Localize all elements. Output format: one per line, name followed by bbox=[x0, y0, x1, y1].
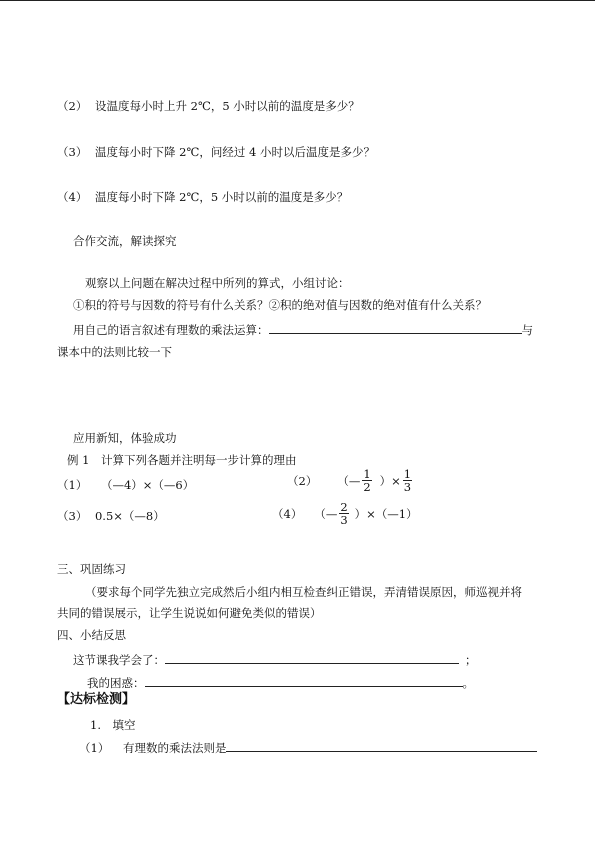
fraction-numerator: 2 bbox=[340, 500, 348, 514]
question-4 bbox=[57, 190, 348, 204]
item-expression-rest: ）×（—1） bbox=[354, 506, 418, 521]
item-expression: （—4）×（—6） bbox=[100, 478, 195, 492]
question-number: （4） bbox=[57, 190, 88, 204]
fraction-one-third bbox=[403, 468, 412, 493]
section-3-title: 三、巩固练习 bbox=[57, 562, 126, 576]
confusion-end: 。 bbox=[462, 676, 474, 690]
item-number: （4） bbox=[272, 506, 303, 521]
fraction-one-half bbox=[362, 468, 371, 493]
question-number: （1） bbox=[79, 741, 110, 755]
example-item-3 bbox=[57, 509, 165, 523]
question-text: 有理数的乘法法则是 bbox=[122, 741, 227, 755]
confusion-label: 我的困惑： bbox=[87, 676, 145, 690]
test-heading: 【达标检测】 bbox=[57, 692, 136, 707]
describe-line bbox=[73, 322, 533, 337]
example-1-title: 例 1 计算下列各题并注明每一步计算的理由 bbox=[67, 453, 297, 467]
confusion-blank[interactable] bbox=[145, 675, 463, 687]
example-item-2 bbox=[287, 468, 414, 493]
item-paren-open: （— bbox=[337, 473, 361, 488]
example-item-4 bbox=[272, 501, 418, 526]
fraction-numerator: 1 bbox=[363, 467, 371, 481]
question-number: （2） bbox=[57, 99, 88, 113]
apply-heading: 应用新知，体验成功 bbox=[73, 431, 177, 445]
fraction-denominator: 3 bbox=[403, 480, 412, 494]
describe-tail: 与 bbox=[521, 323, 533, 337]
question-2 bbox=[57, 99, 360, 113]
item-number: （2） bbox=[287, 473, 318, 488]
item-operator: ）× bbox=[379, 473, 401, 488]
learned-end: ； bbox=[465, 653, 477, 667]
fraction-denominator: 2 bbox=[363, 480, 371, 494]
compare-text: 课本中的法则比较一下 bbox=[57, 345, 172, 359]
item-expression: 0.5×（—8） bbox=[94, 509, 165, 523]
item-number: （3） bbox=[57, 509, 88, 523]
section-4-title: 四、小结反思 bbox=[57, 628, 126, 642]
observe-text: 观察以上问题在解决过程中所列的算式，小组讨论： bbox=[85, 276, 350, 290]
coop-heading: 合作交流，解读探究 bbox=[73, 234, 177, 248]
fraction-numerator: 1 bbox=[403, 467, 412, 481]
fill-answer-blank[interactable] bbox=[226, 740, 537, 752]
learned-label: 这节课我学会了： bbox=[73, 653, 165, 667]
confusion-line bbox=[87, 675, 474, 690]
describe-label: 用自己的语言叙述有理数的乘法运算： bbox=[73, 323, 269, 337]
fraction-denominator: 3 bbox=[340, 513, 348, 527]
question-text: 设温度每小时上升 2℃，5 小时以前的温度是多少？ bbox=[94, 99, 360, 113]
learned-blank[interactable] bbox=[165, 652, 459, 664]
item-number: （1） bbox=[57, 478, 88, 492]
fill-question-1 bbox=[79, 740, 537, 755]
question-text: 温度每小时下降 2℃，5 小时以前的温度是多少？ bbox=[94, 190, 349, 204]
item-paren-open: （— bbox=[314, 506, 338, 521]
top-border bbox=[0, 0, 595, 1]
discussion-questions: ①积的符号与因数的符号有什么关系？②积的绝对值与因数的绝对值有什么关系？ bbox=[73, 298, 487, 312]
question-3 bbox=[57, 145, 375, 159]
learned-line bbox=[73, 652, 477, 667]
fill-item-title: 1. 填空 bbox=[90, 718, 136, 732]
fraction-two-thirds bbox=[339, 501, 348, 526]
describe-blank[interactable] bbox=[269, 322, 522, 334]
practice-instructions-line-2: 共同的错误展示，让学生说说如何避免类似的错误） bbox=[57, 606, 322, 620]
question-text: 温度每小时下降 2℃，问经过 4 小时以后温度是多少？ bbox=[94, 145, 375, 159]
example-item-1 bbox=[57, 478, 194, 492]
question-number: （3） bbox=[57, 145, 88, 159]
practice-instructions-line-1: （要求每个同学先独立完成然后小组内相互检查纠正错误，弄清错误原因，师巡视并将 bbox=[85, 585, 522, 599]
